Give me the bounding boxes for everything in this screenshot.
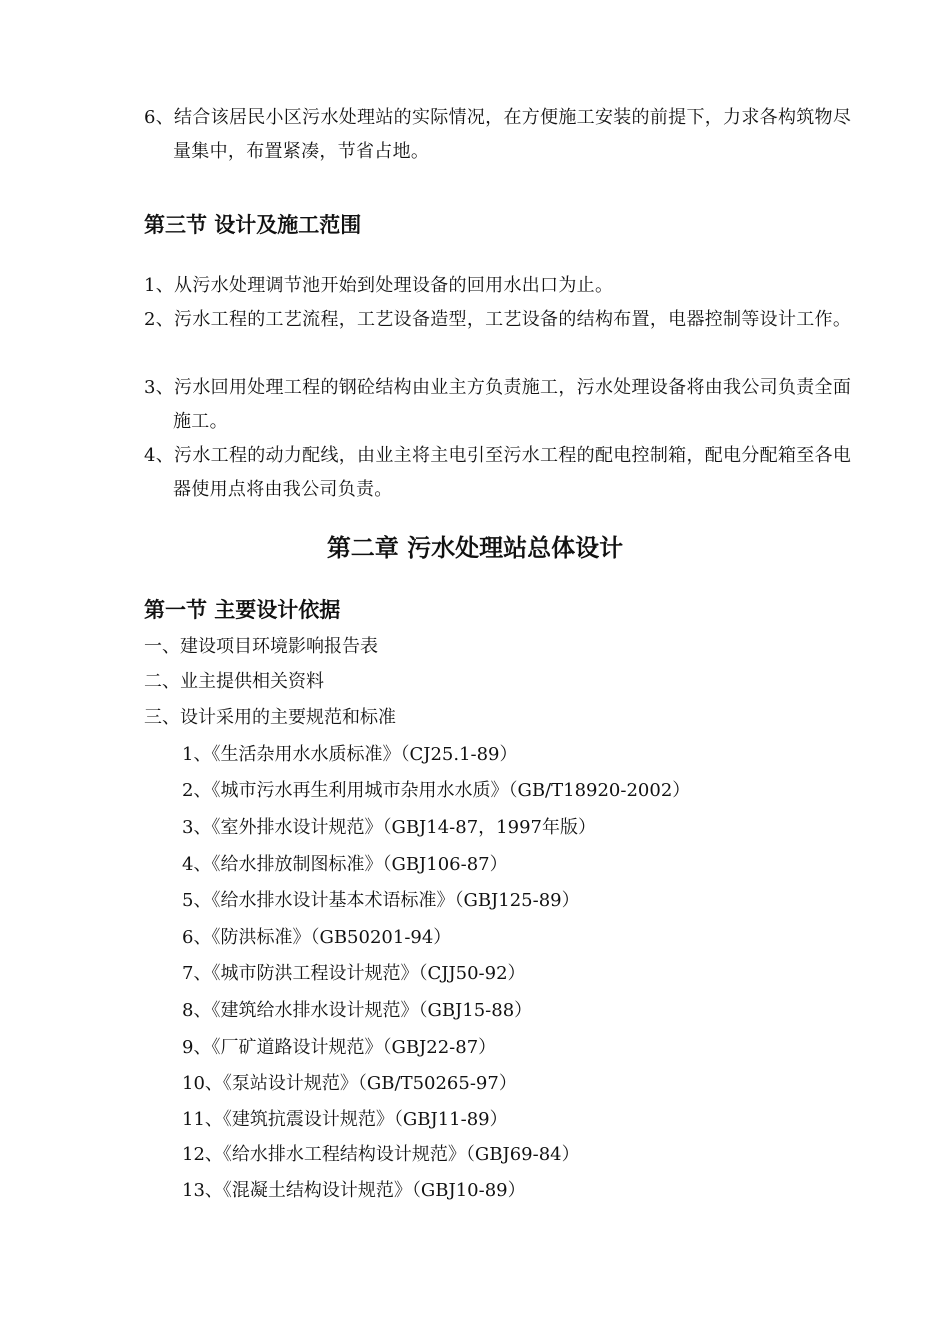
- scope-item-4: 4、污水工程的动力配线，由业主将主电引至污水工程的配电控制箱，配电分配箱至各电器使用点将由我公司负责。: [144, 445, 852, 500]
- paragraph-item-6: 6、结合该居民小区污水处理站的实际情况，在方便施工安装的前提下，力求各构筑物尽量集中，布置紧凑，节省占地。: [144, 107, 852, 162]
- standard-item: 1、《生活杂用水水质标准》（CJ25.1-89）: [182, 744, 518, 765]
- scope-item-3: 3、污水回用处理工程的钢砼结构由业主方负责施工，污水处理设备将由我公司负责全面施工。: [144, 377, 852, 432]
- standard-item: 11、《建筑抗震设计规范》（GBJ11-89）: [182, 1109, 508, 1130]
- standard-item: 7、《城市防洪工程设计规范》（CJJ50-92）: [182, 963, 526, 984]
- section-heading-basis: 第一节 主要设计依据: [144, 598, 341, 622]
- section-heading-scope: 第三节 设计及施工范围: [144, 213, 362, 237]
- basis-item-1: 一、建设项目环境影响报告表: [144, 636, 378, 657]
- standard-item: 4、《给水排放制图标准》（GBJ106-87）: [182, 854, 508, 875]
- standard-item: 10、《泵站设计规范》（GB/T50265-97）: [182, 1073, 517, 1094]
- standard-item: 8、《建筑给水排水设计规范》（GBJ15-88）: [182, 1000, 533, 1021]
- standard-item: 3、《室外排水设计规范》（GBJ14-87，1997年版）: [182, 817, 596, 838]
- standard-item: 12、《给水排水工程结构设计规范》（GBJ69-84）: [182, 1144, 580, 1165]
- standard-item: 6、《防洪标准》（GB50201-94）: [182, 927, 452, 948]
- scope-item-2: 2、污水工程的工艺流程，工艺设备造型，工艺设备的结构布置，电器控制等设计工作。: [144, 309, 852, 330]
- standard-item: 2、《城市污水再生利用城市杂用水水质》（GB/T18920-2002）: [182, 780, 691, 801]
- standard-item: 13、《混凝土结构设计规范》（GBJ10-89）: [182, 1180, 526, 1201]
- standard-item: 9、《厂矿道路设计规范》（GBJ22-87）: [182, 1037, 497, 1058]
- chapter-title: 第二章 污水处理站总体设计: [326, 534, 624, 562]
- basis-item-2: 二、业主提供相关资料: [144, 671, 324, 692]
- basis-item-3: 三、设计采用的主要规范和标准: [144, 707, 396, 728]
- standard-item: 5、《给水排水设计基本术语标准》（GBJ125-89）: [182, 890, 580, 911]
- scope-item-1: 1、从污水处理调节池开始到处理设备的回用水出口为止。: [144, 275, 614, 296]
